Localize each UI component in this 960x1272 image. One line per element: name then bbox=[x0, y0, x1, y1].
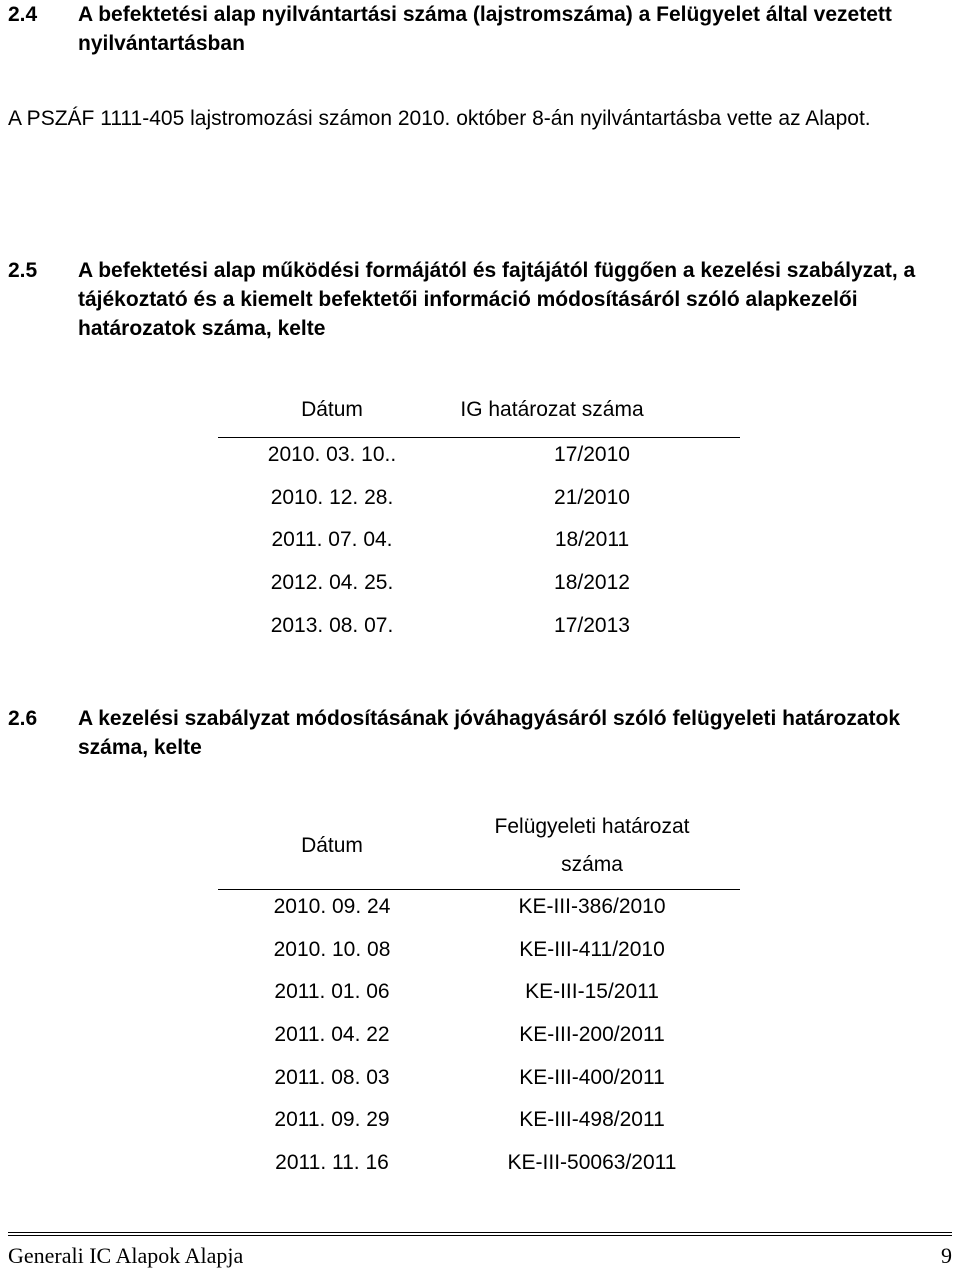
footer-page-number: 9 bbox=[941, 1243, 952, 1268]
row-date: 2011. 07. 04. bbox=[271, 528, 393, 551]
row-date: 2011. 04. 22 bbox=[274, 1023, 390, 1046]
row-number: KE-III-411/2010 bbox=[519, 938, 665, 961]
row-number: KE-III-498/2011 bbox=[519, 1108, 665, 1131]
row-number: 17/2013 bbox=[554, 614, 630, 637]
row-number: 17/2010 bbox=[554, 443, 630, 466]
page-footer bbox=[8, 1243, 952, 1269]
footer-rule-thin bbox=[8, 1235, 952, 1236]
column-header-supervisory-number: Felügyeleti határozat bbox=[494, 815, 690, 838]
section-title: A befektetési alap működési formájától és fajtájától függően a kezelési szabályzat, a tájékoztató és a kiemelt befektetői információ módosításáról szóló alapkezelői határozatok száma, kelte bbox=[78, 259, 916, 340]
footer-rule bbox=[8, 1232, 952, 1233]
section-number: 2.5 bbox=[8, 259, 38, 282]
section-title: A befektetési alap nyilvántartási száma (lajstromszáma) a Felügyelet által vezetett nyilvántartásban bbox=[78, 3, 892, 55]
row-date: 2013. 08. 07. bbox=[270, 614, 394, 637]
row-date: 2011. 01. 06 bbox=[274, 980, 390, 1003]
row-date: 2011. 08. 03 bbox=[274, 1066, 390, 1089]
row-number: KE-III-50063/2011 bbox=[507, 1151, 677, 1174]
row-date: 2010. 09. 24 bbox=[273, 895, 391, 918]
section-title: A kezelési szabályzat módosításának jóváhagyásáról szóló felügyeleti határozatok száma, kelte bbox=[78, 707, 901, 759]
table-header-rule bbox=[218, 889, 740, 890]
row-number: 21/2010 bbox=[554, 486, 630, 509]
column-header-date: Dátum bbox=[301, 398, 363, 421]
row-number: KE-III-386/2010 bbox=[518, 895, 666, 918]
row-number: 18/2011 bbox=[554, 528, 630, 551]
column-header-supervisory-number-line2: száma bbox=[561, 853, 623, 876]
row-date: 2012. 04. 25. bbox=[270, 571, 394, 594]
section-number: 2.4 bbox=[8, 3, 38, 26]
section-2-6-heading bbox=[8, 704, 952, 762]
table-header-rule bbox=[218, 437, 740, 438]
row-date: 2010. 10. 08 bbox=[273, 938, 391, 961]
section-2-4-heading bbox=[8, 0, 952, 58]
footer-document-title: Generali IC Alapok Alapja bbox=[8, 1243, 244, 1268]
row-date: 2010. 03. 10.. bbox=[267, 443, 397, 466]
row-number: KE-III-200/2011 bbox=[519, 1023, 665, 1046]
row-date: 2011. 11. 16 bbox=[275, 1151, 389, 1174]
column-header-ig-number: IG határozat száma bbox=[460, 398, 644, 421]
row-number: KE-III-400/2011 bbox=[519, 1066, 665, 1089]
column-header-date: Dátum bbox=[301, 834, 363, 857]
section-number: 2.6 bbox=[8, 707, 38, 730]
row-date: 2011. 09. 29 bbox=[274, 1108, 390, 1131]
section-2-5-heading bbox=[8, 256, 952, 343]
row-number: KE-III-15/2011 bbox=[525, 980, 659, 1003]
section-2-4-text: A PSZÁF 1111-405 lajstromozási számon 2010. október 8-án nyilvántartásba vette az Alapot. bbox=[8, 107, 871, 130]
row-date: 2010. 12. 28. bbox=[270, 486, 394, 509]
row-number: 18/2012 bbox=[554, 571, 630, 594]
